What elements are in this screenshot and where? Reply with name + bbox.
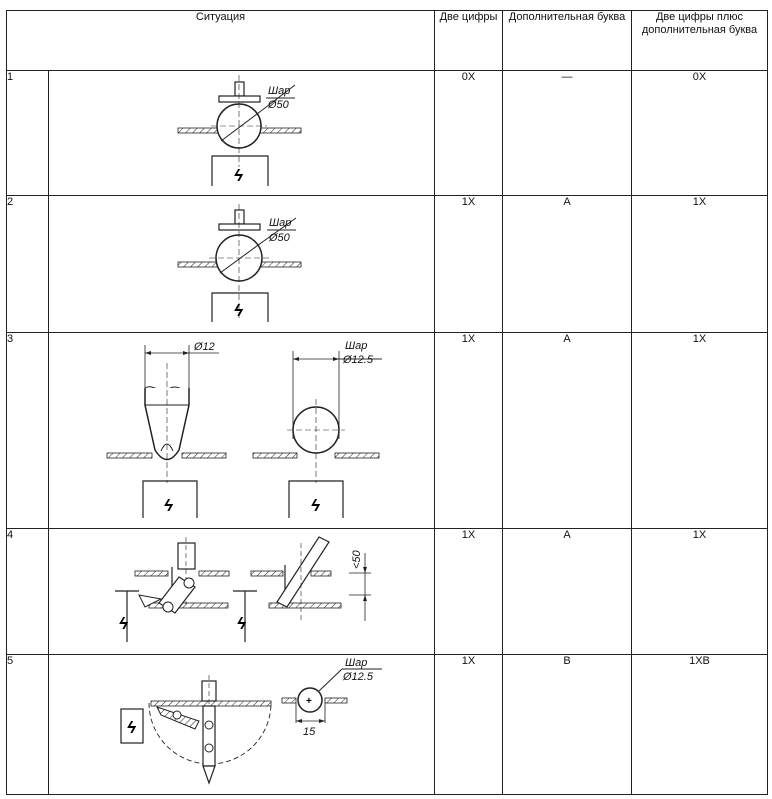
ball-label: Шар — [268, 85, 291, 97]
two-digits-value: 1X — [435, 333, 503, 529]
jointed-finger-figure — [49, 529, 435, 654]
finger-diameter-label: Ø12 — [194, 341, 215, 353]
table-row — [7, 196, 768, 333]
two-digits-plus-value: 0X — [632, 71, 768, 196]
two-digits-plus-value: 1XB — [632, 655, 768, 795]
extra-letter-value: — — [503, 71, 632, 196]
hazard-bolt-icon: ϟ — [164, 496, 173, 515]
distance-label: <50 — [351, 550, 363, 569]
two-digits-value: 1X — [435, 196, 503, 333]
jointed-finger-sphere-figure — [49, 655, 435, 793]
header-row — [7, 11, 768, 71]
extra-letter-value: B — [503, 655, 632, 795]
figure-cell — [49, 655, 435, 795]
hazard-bolt-icon: ϟ — [311, 496, 320, 515]
extra-letter-value: A — [503, 333, 632, 529]
header-two-digits-plus-letter: Две цифры плюс дополнительная буква — [632, 11, 768, 71]
table-row — [7, 529, 768, 655]
center-cross-icon: + — [306, 696, 312, 707]
protection-degree-table — [6, 10, 768, 795]
ball-diameter-label: Ø12.5 — [343, 354, 373, 366]
gap-dimension-label: 15 — [303, 726, 316, 738]
row-number: 4 — [7, 529, 49, 655]
header-two-digits: Две цифры — [435, 11, 503, 71]
ball-label: Шар — [345, 340, 368, 352]
ball-diameter-label: Ø12.5 — [343, 671, 373, 683]
row-number: 5 — [7, 655, 49, 795]
ball-50-probe-figure — [49, 196, 435, 332]
figure-cell — [49, 71, 435, 196]
two-digits-value: 0X — [435, 71, 503, 196]
figure-cell — [49, 529, 435, 655]
two-digits-value: 1X — [435, 655, 503, 795]
diameter-label: Ø50 — [269, 232, 290, 244]
header-situation: Ситуация — [7, 11, 435, 71]
table-row — [7, 71, 768, 196]
hazard-bolt-icon: ϟ — [127, 718, 136, 737]
two-digits-value: 1X — [435, 529, 503, 655]
ball-label: Шар — [345, 657, 368, 669]
hazard-bolt-icon: ϟ — [119, 614, 128, 633]
row-number: 2 — [7, 196, 49, 333]
hazard-bolt-icon: ϟ — [234, 166, 243, 185]
two-digits-plus-value: 1X — [632, 196, 768, 333]
table-row — [7, 333, 768, 529]
extra-letter-value: A — [503, 529, 632, 655]
figure-cell — [49, 333, 435, 529]
two-digits-plus-value: 1X — [632, 333, 768, 529]
two-digits-plus-value: 1X — [632, 529, 768, 655]
extra-letter-value: A — [503, 196, 632, 333]
finger-and-ball-probe-figure — [49, 333, 435, 528]
hazard-bolt-icon: ϟ — [234, 301, 243, 320]
ball-50-probe-figure — [49, 71, 435, 195]
diameter-label: Ø50 — [268, 99, 289, 111]
row-number: 1 — [7, 71, 49, 196]
hazard-bolt-icon: ϟ — [237, 614, 246, 633]
table-row — [7, 655, 768, 795]
figure-cell — [49, 196, 435, 333]
row-number: 3 — [7, 333, 49, 529]
ball-label: Шар — [269, 217, 292, 229]
header-extra-letter: Дополнительная буква — [503, 11, 632, 71]
